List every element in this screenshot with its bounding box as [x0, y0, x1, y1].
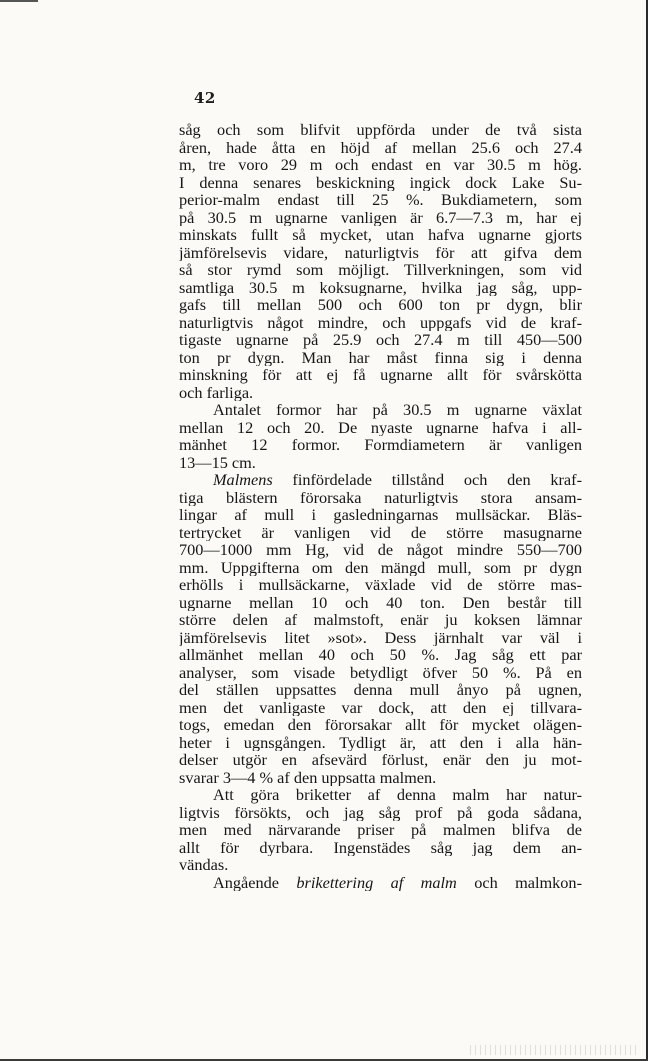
text-line: större delen af malmstoft, enär ju koksen lämnar — [179, 611, 582, 629]
text-line: jämförelsevis litet »sot». Dess järnhalt var väl i — [179, 628, 582, 646]
text-line: 700—1000 mm Hg, vid de något mindre 550—700 — [179, 541, 582, 559]
text-line: togs, emedan den förorsakar allt för mycket olägen- — [179, 716, 582, 734]
text-line: jämförelsevis vidare, naturligtvis för att gifva dem — [179, 243, 582, 261]
text-line: såg och som blifvit uppförda under de två sista — [179, 121, 582, 139]
text-line: åren, hade åtta en höjd af mellan 25.6 och 27.4 — [179, 138, 582, 156]
text-line: lingar af mull i gasledningarnas mullsäckar. Bläs- — [179, 506, 582, 524]
text-line-with-emphasis — [179, 471, 582, 489]
text-line: mellan 12 och 20. De nyaste ugnarne hafva i all- — [179, 418, 582, 436]
text-line: vändas. — [179, 856, 229, 874]
text-line: men med närvarande priser på malmen blifva de — [179, 821, 582, 839]
text-line: ugnarne mellan 10 och 40 ton. Den består till — [179, 593, 582, 611]
text-line: allmänhet mellan 40 och 50 %. Jag såg ett par — [179, 646, 582, 664]
text-line: I denna senares beskickning ingick dock Lake Su- — [179, 173, 582, 191]
text-line: naturligtvis något mindre, och uppgafs vid de kraf- — [179, 313, 582, 331]
scan-edge-mark — [0, 0, 38, 2]
text-line-rest: finfördelade tillstånd och den kraf- — [292, 471, 582, 489]
text-line: Att göra briketter af denna malm har natur- — [213, 786, 582, 804]
text-line: tigaste ugnarne på 25.9 och 27.4 m till 450—500 — [179, 331, 582, 349]
text-line: men det vanligaste var dock, att den ej tillvara- — [179, 698, 582, 716]
page-number: 42 — [194, 89, 216, 107]
text-line: tiga blästern förorsaka naturligtvis stora ansam- — [179, 488, 582, 506]
text-line: ligtvis försökts, och jag såg prof på goda sådana, — [179, 803, 582, 821]
text-line-rest: och malmkon- — [474, 873, 582, 891]
text-line: och farliga. — [179, 383, 254, 401]
text-line: Antalet formor har på 30.5 m ugnarne växlat — [213, 401, 582, 419]
text-line-start: Angående — [213, 873, 279, 891]
scan-artifact — [470, 1045, 640, 1055]
text-line: minskats fullt så mycket, utan hafva ugnarne gjorts — [179, 226, 582, 244]
text-line-with-emphasis — [179, 874, 582, 892]
text-line: del ställen uppsattes denna mull ånyo på ugnen, — [179, 681, 582, 699]
text-line: m, tre voro 29 m och endast en var 30.5 m hög. — [179, 156, 582, 174]
text-line: erhölls i mullsäckarne, växlade vid de större mas- — [179, 576, 582, 594]
text-line: delser utgör en afsevärd förlust, enär den ju mot- — [179, 751, 582, 769]
text-line: tertrycket är vanligen vid de större masugnarne — [179, 523, 582, 541]
text-line: så stor rymd som möjligt. Tillverkningen, som vid — [179, 261, 582, 279]
text-line: gafs till mellan 500 och 600 ton pr dygn, blir — [179, 296, 582, 314]
text-line: 13—15 cm. — [179, 453, 256, 471]
text-line: perior-malm endast till 25 %. Bukdiametern, som — [179, 191, 582, 209]
text-line: ton pr dygn. Man har måst finna sig i denna — [179, 348, 582, 366]
text-line: analyser, som visade betydligt öfver 50 %. På en — [179, 663, 582, 681]
text-line: svarar 3—4 % af den uppsatta malmen. — [179, 768, 437, 786]
emphasis-brikettering: brikettering af malm — [296, 873, 457, 891]
text-line: samtliga 30.5 m koksugnarne, hvilka jag såg, upp- — [179, 278, 582, 296]
text-line: heter i ugnsgången. Tydligt är, att den i alla hän- — [179, 733, 582, 751]
text-line: minskning för att ej få ugnarne allt för svårskötta — [179, 366, 582, 384]
emphasis-malmens: Malmens — [213, 471, 273, 489]
text-line: mänhet 12 formor. Formdiametern är vanligen — [179, 436, 582, 454]
body-text — [179, 121, 582, 891]
text-line: på 30.5 m ugnarne vanligen är 6.7—7.3 m, har ej — [179, 208, 582, 226]
text-line: allt för dyrbara. Ingenstädes såg jag dem an- — [179, 838, 582, 856]
text-line: mm. Uppgifterna om den mängd mull, som pr dygn — [179, 558, 582, 576]
